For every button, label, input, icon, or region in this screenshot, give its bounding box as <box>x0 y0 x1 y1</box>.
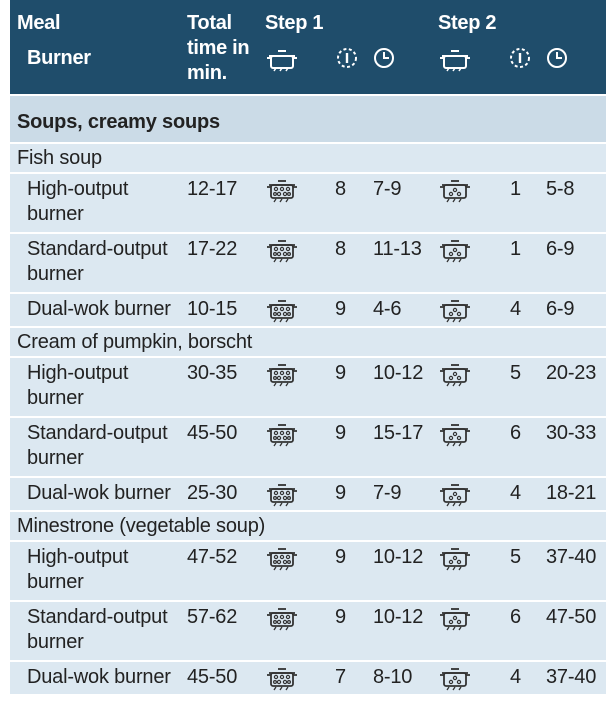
total-time: 10-15 <box>187 298 238 320</box>
total-time: 45-50 <box>187 422 238 444</box>
step2-level: 4 <box>510 666 521 688</box>
pot-simmer-icon <box>439 178 471 204</box>
step1-level: 9 <box>335 298 346 320</box>
step1-level: 9 <box>335 362 346 384</box>
step2-level: 4 <box>510 298 521 320</box>
table-row <box>10 542 606 600</box>
pot-simmer-icon <box>439 238 471 264</box>
step2-time: 5-8 <box>546 178 575 200</box>
meal-group-row <box>10 144 606 172</box>
pot-boiling-icon <box>266 238 298 264</box>
pot-boiling-icon <box>266 606 298 632</box>
pot-simmer-icon <box>439 606 471 632</box>
step2-time: 37-40 <box>546 546 597 568</box>
step2-level: 5 <box>510 362 521 384</box>
total-time: 30-35 <box>187 362 238 384</box>
table-row <box>10 662 606 694</box>
burner-name-line2: burner <box>27 263 84 285</box>
burner-name: Standard-output <box>27 238 168 260</box>
burner-name: High-output <box>27 546 129 568</box>
meal-name: Cream of pumpkin, borscht <box>17 331 253 353</box>
power-level-icon <box>335 46 359 70</box>
meal-group-row <box>10 512 606 540</box>
meal-group-row <box>10 328 606 356</box>
clock-icon <box>372 46 396 70</box>
header-meal: Meal <box>17 12 61 34</box>
total-time: 45-50 <box>187 666 238 688</box>
pot-boiling-icon <box>266 422 298 448</box>
table-row <box>10 358 606 416</box>
burner-name: Standard-output <box>27 606 168 628</box>
table-row <box>10 294 606 326</box>
total-time: 25-30 <box>187 482 238 504</box>
pot-simmer-icon <box>439 546 471 572</box>
pot-boiling-icon <box>266 178 298 204</box>
meal-name: Minestrone (vegetable soup) <box>17 515 266 537</box>
step1-time: 10-12 <box>373 546 424 568</box>
meal-name: Fish soup <box>17 147 102 169</box>
pot-icon <box>266 47 298 73</box>
header-burner: Burner <box>27 47 91 69</box>
pot-boiling-icon <box>266 362 298 388</box>
step2-level: 5 <box>510 546 521 568</box>
step1-time: 10-12 <box>373 606 424 628</box>
step1-time: 8-10 <box>373 666 413 688</box>
table-row <box>10 418 606 476</box>
step2-time: 30-33 <box>546 422 597 444</box>
step2-level: 4 <box>510 482 521 504</box>
step1-level: 9 <box>335 482 346 504</box>
step1-level: 9 <box>335 422 346 444</box>
step2-time: 6-9 <box>546 238 575 260</box>
header-total-time-1: Total <box>187 12 232 34</box>
pot-simmer-icon <box>439 298 471 324</box>
pot-boiling-icon <box>266 666 298 692</box>
burner-name: Dual-wok burner <box>27 666 171 688</box>
table-row <box>10 234 606 292</box>
table-row <box>10 478 606 510</box>
step2-time: 20-23 <box>546 362 597 384</box>
pot-boiling-icon <box>266 546 298 572</box>
step1-level: 8 <box>335 178 346 200</box>
section-title-row <box>10 96 606 142</box>
pot-simmer-icon <box>439 362 471 388</box>
burner-name: High-output <box>27 362 129 384</box>
burner-name-line2: burner <box>27 387 84 409</box>
pot-boiling-icon <box>266 298 298 324</box>
header-step2: Step 2 <box>438 12 497 34</box>
header-total-time-2: time in <box>187 37 250 59</box>
table-row <box>10 174 606 232</box>
step1-time: 10-12 <box>373 362 424 384</box>
step1-level: 9 <box>335 606 346 628</box>
step1-level: 9 <box>335 546 346 568</box>
burner-name: Standard-output <box>27 422 168 444</box>
burner-name-line2: burner <box>27 447 84 469</box>
step1-level: 7 <box>335 666 346 688</box>
burner-name: High-output <box>27 178 129 200</box>
pot-simmer-icon <box>439 482 471 508</box>
burner-name: Dual-wok burner <box>27 298 171 320</box>
step1-time: 15-17 <box>373 422 424 444</box>
pot-simmer-icon <box>439 422 471 448</box>
step2-time: 47-50 <box>546 606 597 628</box>
pot-simmer-icon <box>439 666 471 692</box>
pot-boiling-icon <box>266 482 298 508</box>
burner-name: Dual-wok burner <box>27 482 171 504</box>
header-step1: Step 1 <box>265 12 324 34</box>
pot-icon <box>439 47 471 73</box>
power-level-icon <box>508 46 532 70</box>
step2-level: 1 <box>510 238 521 260</box>
step2-level: 6 <box>510 422 521 444</box>
header-total-time-3: min. <box>187 62 227 84</box>
step2-time: 18-21 <box>546 482 597 504</box>
step1-level: 8 <box>335 238 346 260</box>
step1-time: 7-9 <box>373 482 402 504</box>
table-row <box>10 602 606 660</box>
step1-time: 7-9 <box>373 178 402 200</box>
step2-level: 1 <box>510 178 521 200</box>
clock-icon <box>545 46 569 70</box>
total-time: 47-52 <box>187 546 238 568</box>
step2-time: 6-9 <box>546 298 575 320</box>
step2-level: 6 <box>510 606 521 628</box>
cooking-table <box>10 0 606 716</box>
step2-time: 37-40 <box>546 666 597 688</box>
burner-name-line2: burner <box>27 631 84 653</box>
total-time: 17-22 <box>187 238 238 260</box>
total-time: 57-62 <box>187 606 238 628</box>
total-time: 12-17 <box>187 178 238 200</box>
step1-time: 11-13 <box>373 238 422 260</box>
section-title: Soups, creamy soups <box>17 111 220 133</box>
burner-name-line2: burner <box>27 571 84 593</box>
table-header <box>10 0 606 94</box>
step1-time: 4-6 <box>373 298 402 320</box>
burner-name-line2: burner <box>27 203 84 225</box>
